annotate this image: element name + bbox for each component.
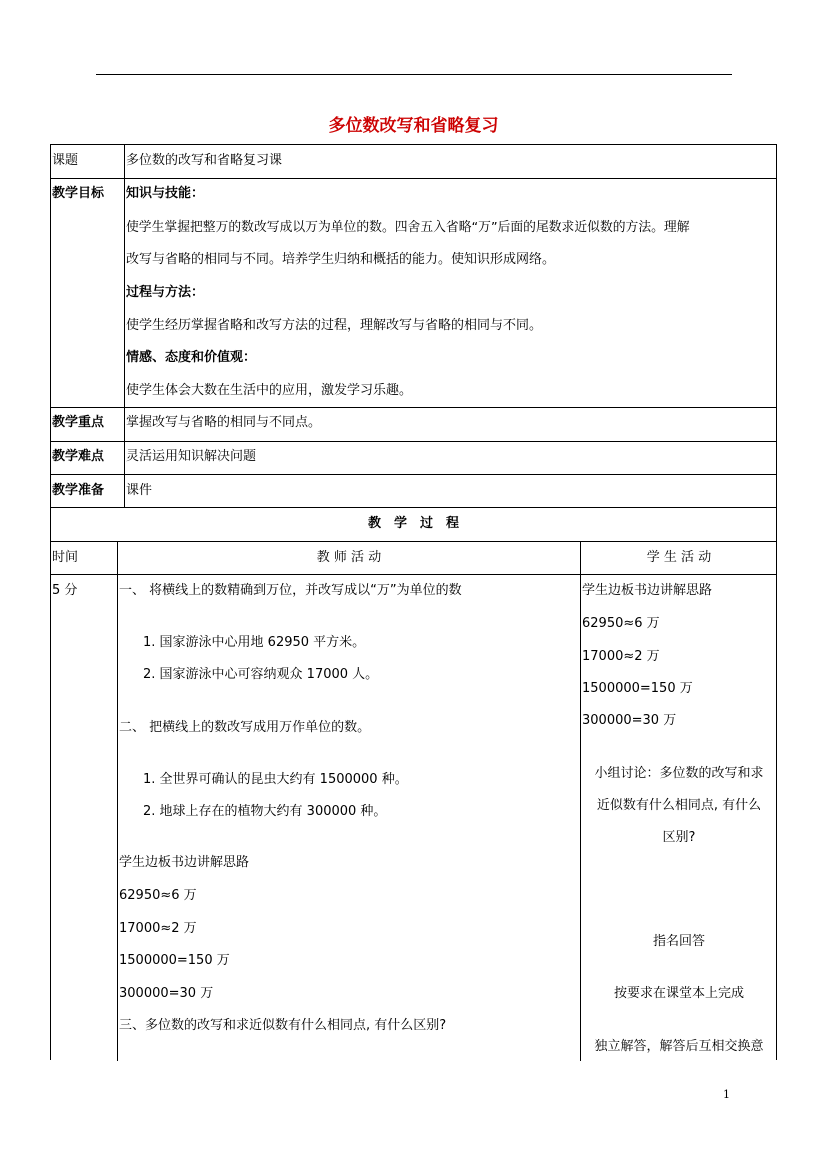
teacher-item: 2. 地球上存在的植物大约有 300000 种。: [143, 804, 387, 819]
teacher-note: 学生边板书边讲解思路: [119, 855, 250, 870]
teacher-section-1: 一、 将横线上的数精确到万位，并改写成以“万”为单位的数: [119, 583, 462, 598]
time-column-header: 时间: [52, 550, 79, 565]
teacher-column-header: 教 师 活 动: [316, 550, 382, 565]
topic-value: 多位数的改写和省略复习课: [126, 153, 283, 168]
student-discussion: 区别?: [662, 830, 696, 845]
goal-paragraph: 使学生体会大数在生活中的应用，激发学习乐趣。: [126, 383, 413, 398]
goal-heading-knowledge: 知识与技能：: [126, 186, 205, 201]
row-divider: [51, 178, 776, 179]
teacher-note: 1500000=150 万: [119, 953, 230, 968]
teacher-section-2: 二、 把横线上的数改写成用万作单位的数。: [119, 720, 371, 735]
goal-paragraph: 使学生经历掌握省略和改写方法的过程，理解改写与省略的相同与不同。: [126, 318, 543, 333]
time-value: 5 分: [52, 583, 78, 598]
row-divider: [51, 574, 776, 575]
header-rule: [96, 74, 732, 75]
goal-heading-process: 过程与方法：: [126, 285, 205, 300]
page-number: 1: [723, 1088, 730, 1101]
student-note: 1500000=150 万: [582, 681, 693, 696]
student-response: 独立解答，解答后互相交换意: [594, 1039, 764, 1054]
teacher-item: 1. 国家游泳中心用地 62950 平方米。: [143, 635, 366, 650]
row-divider: [51, 507, 776, 508]
row-divider: [51, 441, 776, 442]
goal-paragraph: 使学生掌握把整万的数改写成以万为单位的数。四舍五入省略“万”后面的尾数求近似数的方法。理解: [126, 220, 690, 235]
document-title: 多位数改写和省略复习: [328, 116, 499, 136]
preparation-value: 课件: [126, 483, 153, 498]
row-divider: [51, 474, 776, 475]
key-point-label: 教学重点: [52, 415, 105, 430]
difficulty-label: 教学难点: [52, 449, 105, 464]
teacher-item: 2. 国家游泳中心可容纳观众 17000 人。: [143, 667, 379, 682]
teacher-item: 1. 全世界可确认的昆虫大约有 1500000 种。: [143, 772, 408, 787]
student-discussion: 近似数有什么相同点, 有什么: [596, 798, 762, 813]
student-response: 指名回答: [652, 934, 705, 949]
topic-label: 课题: [52, 153, 79, 168]
preparation-label: 教学准备: [52, 483, 105, 498]
student-note: 300000=30 万: [582, 713, 677, 728]
goal-paragraph: 改写与省略的相同与不同。培养学生归纳和概括的能力。使知识形成网络。: [126, 252, 556, 267]
row-divider: [51, 407, 776, 408]
teacher-note: 62950≈6 万: [119, 888, 197, 903]
goal-heading-emotion: 情感、态度和价值观：: [126, 350, 257, 365]
student-note: 62950≈6 万: [582, 616, 660, 631]
teacher-note: 300000=30 万: [119, 986, 214, 1001]
student-response: 按要求在课堂本上完成: [613, 986, 744, 1001]
student-note: 学生边板书边讲解思路: [582, 583, 713, 598]
column-divider: [124, 145, 125, 507]
student-note: 17000≈2 万: [582, 649, 660, 664]
teacher-note: 17000≈2 万: [119, 921, 197, 936]
process-heading: 教 学 过 程: [367, 516, 459, 531]
row-divider: [51, 541, 776, 542]
goal-label: 教学目标: [52, 186, 105, 201]
column-divider: [117, 541, 118, 1061]
difficulty-value: 灵活运用知识解决问题: [126, 449, 257, 464]
key-point-value: 掌握改写与省略的相同与不同点。: [126, 415, 322, 430]
teacher-section-3: 三、多位数的改写和求近似数有什么相同点, 有什么区别?: [119, 1018, 447, 1033]
student-discussion: 小组讨论：多位数的改写和求: [594, 766, 764, 781]
lesson-plan-table: [50, 144, 777, 1060]
student-column-header: 学 生 活 动: [646, 550, 712, 565]
